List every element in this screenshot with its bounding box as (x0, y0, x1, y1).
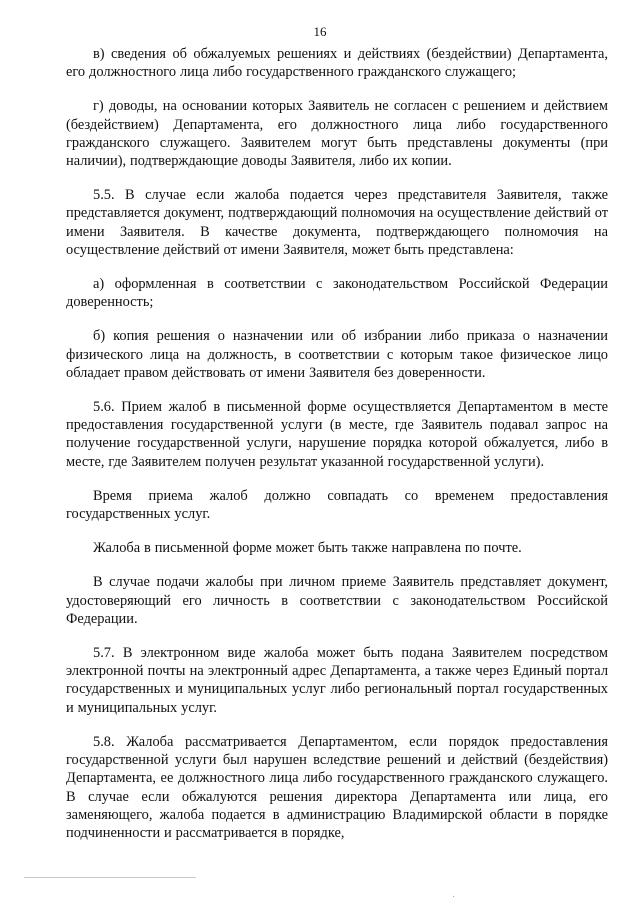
page-number: 16 (313, 24, 327, 39)
paragraph-5-7-electronic: 5.7. В электронном виде жалоба может быть подана Заявителем посредством электронной почты на электронный адрес Департамента, а также через Единый портал государственных и муниципальных услуг либо региональный портал государственных и муниципальных услуг. (66, 645, 608, 716)
paragraph-postal-complaint: Жалоба в письменной форме может быть также направлена по почте. (93, 540, 522, 557)
paragraph-5-5-representative: 5.5. В случае если жалоба подается через представителя Заявителя, также представляется документ, подтверждающий полномочия на осуществление действий от имени Заявителя. В качестве документа, подтверждающего полномочия на осуществление действий от имени Заявителя, может быть представлена: (66, 187, 608, 258)
footer-divider (24, 877, 196, 878)
paragraph-reception-time: Время приема жалоб должно совпадать со временем предоставления государственных услуг. (66, 487, 608, 523)
footer-mark: · (452, 892, 456, 903)
paragraph-g-arguments: г) доводы, на основании которых Заявитель не согласен с решением и действием (бездействием) Департамента, его должностного лица либо государственного гражданского служащего. Заявителем могут быть представлены документы (при наличии), подтверждающие доводы Заявителя, либо их копии. (66, 98, 608, 170)
paragraph-5-8-consideration: 5.8. Жалоба рассматривается Департаментом, если порядок предоставления государственной услуги был нарушен вследствие решений и действий (бездействия) Департамента, ее должностного лица либо государственного гражданского служащего. В случае если обжалуются решения директора Департамента или лица, его заменяющего, жалоба подается в администрацию Владимирской области в порядке подчиненности и рассматривается в порядке, (66, 733, 608, 841)
paragraph-v-appeal-info: в) сведения об обжалуемых решениях и действиях (бездействии) Департамента, его должностного лица либо государственного гражданского служащего; (66, 46, 608, 81)
paragraph-b-appointment-copy: б) копия решения о назначении или об избрании либо приказа о назначении физического лица на должность, в соответствии с которым такое физическое лицо обладает правом действовать от имени Заявителя без доверенности. (66, 328, 608, 381)
paragraph-a-power-of-attorney: а) оформленная в соответствии с законодательством Российской Федерации доверенность; (66, 276, 608, 311)
document-body (66, 45, 608, 858)
paragraph-personal-reception: В случае подачи жалобы при личном приеме Заявитель представляет документ, удостоверяющий его личность в соответствии с законодательством Российской Федерации. (66, 574, 608, 627)
paragraph-5-6-written-complaints: 5.6. Прием жалоб в письменной форме осуществляется Департаментом в месте предоставления государственной услуги (в месте, где Заявитель подавал запрос на получение государственной услуги, нарушение порядка которой обжалуется, либо в месте, где Заявителем получен результат указанной государственной услуги). (66, 399, 608, 470)
